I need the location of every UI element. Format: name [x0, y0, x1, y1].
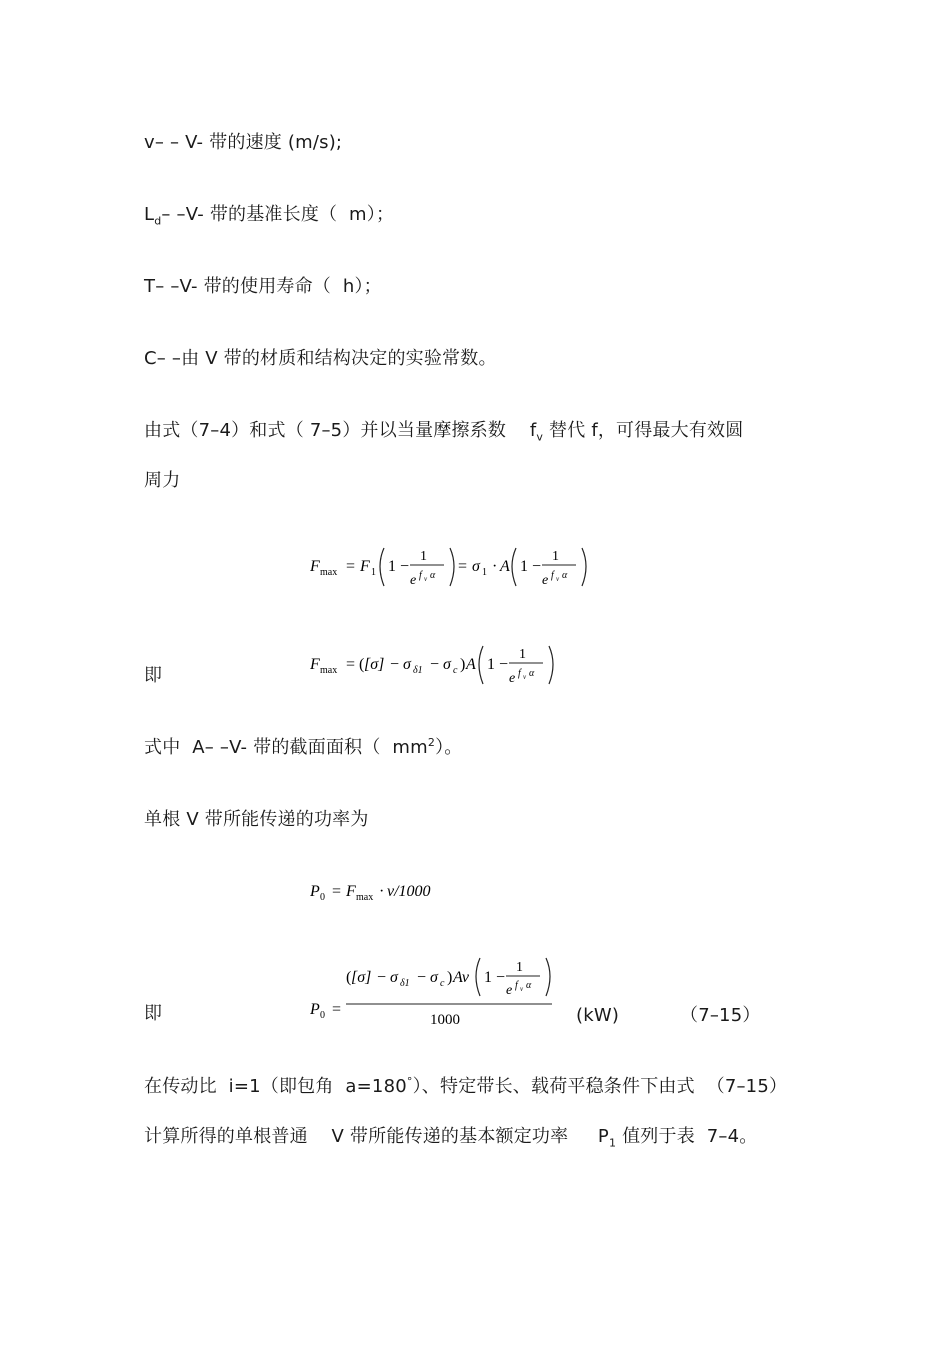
area-text-a: 式中 A– –V- 带的截面面积（ mm — [144, 737, 428, 758]
f1-paren-right-1 — [450, 548, 454, 586]
f4-exp-sub: v — [520, 985, 524, 993]
ji-label-1: 即 — [144, 665, 163, 686]
f1-exp-sub-b: v — [556, 575, 560, 583]
f2-minus-3: − — [499, 656, 509, 673]
f2-paren-right — [549, 646, 553, 684]
definition-v: v– – V- 带的速度 (m/s); — [144, 132, 343, 153]
definition-c: C– –由 V 带的材质和结构决定的实验常数。 — [144, 348, 497, 369]
f1-paren-left-2 — [512, 548, 516, 586]
f1-alpha-a: α — [430, 570, 436, 581]
area-definition — [144, 736, 462, 760]
ld-text: – –V- 带的基准长度（ m）； — [161, 204, 395, 225]
final1-text-a: 在传动比 i=1（即包角 a=180 — [144, 1076, 407, 1097]
f2-sigma-d: σ — [403, 656, 411, 673]
ld-subscript: d — [154, 214, 162, 228]
f4-minus-1: − — [377, 969, 387, 986]
area-superscript: 2 — [427, 736, 436, 749]
f1-minus-b: − — [532, 558, 542, 575]
intro-text-a: 由式（7–4）和式（ 7–5）并以当量摩擦系数 f — [144, 420, 537, 441]
f2-paren-close: ) — [460, 656, 466, 673]
fv-subscript: v — [536, 430, 544, 444]
f4-paren-close: ) — [447, 969, 453, 986]
f2-paren-left — [479, 646, 483, 684]
f4-alpha: α — [526, 980, 532, 991]
f2-minus-2: − — [430, 656, 440, 673]
power-intro: 单根 V 带所能传递的功率为 — [144, 809, 369, 830]
f4-one: 1 — [484, 969, 492, 986]
f4-exp: f — [515, 980, 518, 991]
f1-exp-b: f — [551, 570, 554, 581]
f1-eq2: = — [458, 558, 468, 575]
f3-F: F — [346, 883, 356, 900]
f4-Av: Av — [453, 969, 469, 986]
f4-num: 1 — [516, 960, 523, 975]
intro-line-1 — [144, 419, 743, 443]
equation-number: （7–15） — [680, 1005, 761, 1026]
f3-dot: · — [379, 883, 385, 900]
f1-minus-a: − — [400, 558, 410, 575]
f2-sigma-c: σ — [443, 656, 451, 673]
f1-one-a: 1 — [388, 558, 396, 575]
f2-eq: = — [346, 656, 356, 673]
f1-paren-left-1 — [380, 548, 384, 586]
f1-eq: = — [346, 558, 356, 575]
f2-exp-sub: v — [523, 673, 527, 681]
area-text-b: ）。 — [435, 737, 463, 758]
f1-lhs-sub: max — [320, 567, 338, 578]
f1-sigma: σ — [472, 558, 480, 575]
intro-text-b: 替代 f，可得最大有效圆 — [543, 420, 744, 441]
f2-exp: f — [518, 668, 521, 679]
f3-F-sub: max — [356, 892, 374, 903]
f2-A: A — [466, 656, 476, 673]
f3-lhs-sub: 0 — [320, 892, 325, 903]
f4-sigma-d-sub: δ1 — [400, 978, 410, 989]
degree-superscript: ° — [406, 1075, 413, 1088]
f1-F1-sub: 1 — [371, 567, 376, 578]
final2-text-a: 计算所得的单根普通 V 带所能传递的基本额定功率 P — [144, 1126, 609, 1147]
formula-p0-1 — [310, 874, 470, 908]
f4-eq: = — [332, 1001, 342, 1018]
formula-fmax-1 — [310, 538, 600, 594]
f1-e-a: e — [410, 573, 417, 588]
f4-paren-open: ( — [346, 969, 352, 986]
f4-lhs-sub: 0 — [320, 1010, 325, 1021]
final-line-2 — [144, 1125, 757, 1149]
f4-sigma-c-sub: c — [440, 978, 445, 989]
f4-sigma-bracket: [σ] — [351, 969, 372, 986]
f4-e: e — [506, 983, 513, 998]
formula-fmax-2 — [310, 636, 570, 692]
f1-A: A — [500, 558, 510, 575]
final2-text-b: 值列于表 7–4。 — [616, 1126, 758, 1147]
f2-paren-open: ( — [359, 656, 365, 673]
f3-lhs: P — [310, 883, 320, 900]
definition-ld — [144, 203, 394, 227]
f4-paren-right — [546, 958, 550, 996]
p1-subscript: 1 — [608, 1136, 617, 1150]
f2-minus-1: − — [390, 656, 400, 673]
ji-label-2: 即 — [144, 1003, 163, 1024]
f4-sigma-d: σ — [390, 969, 398, 986]
f2-sigma-bracket: [σ] — [364, 656, 385, 673]
unit-kw: (kW) — [576, 1005, 620, 1026]
f3-rest: v/1000 — [387, 883, 431, 900]
f4-denominator: 1000 — [430, 1012, 460, 1028]
f2-lhs: F — [310, 656, 320, 673]
f1-dot: · — [492, 558, 498, 575]
formula-p0-2 — [310, 952, 560, 1030]
f4-minus-2: − — [417, 969, 427, 986]
f2-sigma-d-sub: δ1 — [413, 665, 423, 676]
f1-e-b: e — [542, 573, 549, 588]
final-line-1 — [144, 1075, 787, 1099]
intro-line-2: 周力 — [144, 470, 181, 491]
f1-num-a: 1 — [420, 549, 427, 564]
definition-t: T– –V- 带的使用寿命（ h）； — [144, 276, 382, 297]
f2-alpha: α — [529, 668, 535, 679]
f4-lhs: P — [310, 1001, 320, 1018]
f2-one: 1 — [487, 656, 495, 673]
f1-exp-sub-a: v — [424, 575, 428, 583]
f2-e: e — [509, 671, 516, 686]
f1-lhs: F — [310, 558, 320, 575]
f2-sigma-c-sub: c — [453, 665, 458, 676]
f1-paren-right-2 — [582, 548, 586, 586]
f4-paren-left — [476, 958, 480, 996]
f4-minus-3: − — [496, 969, 506, 986]
ld-symbol: L — [144, 204, 155, 225]
f1-num-b: 1 — [552, 549, 559, 564]
f2-num: 1 — [519, 647, 526, 662]
f1-alpha-b: α — [562, 570, 568, 581]
f3-eq: = — [332, 883, 342, 900]
f1-exp-a: f — [419, 570, 422, 581]
final1-text-b: ）、特定带长、载荷平稳条件下由式 （7–15） — [412, 1076, 788, 1097]
f1-one-b: 1 — [520, 558, 528, 575]
f4-sigma-c: σ — [430, 969, 438, 986]
f1-sigma-sub: 1 — [482, 567, 487, 578]
f2-lhs-sub: max — [320, 665, 338, 676]
f1-F1: F — [360, 558, 370, 575]
